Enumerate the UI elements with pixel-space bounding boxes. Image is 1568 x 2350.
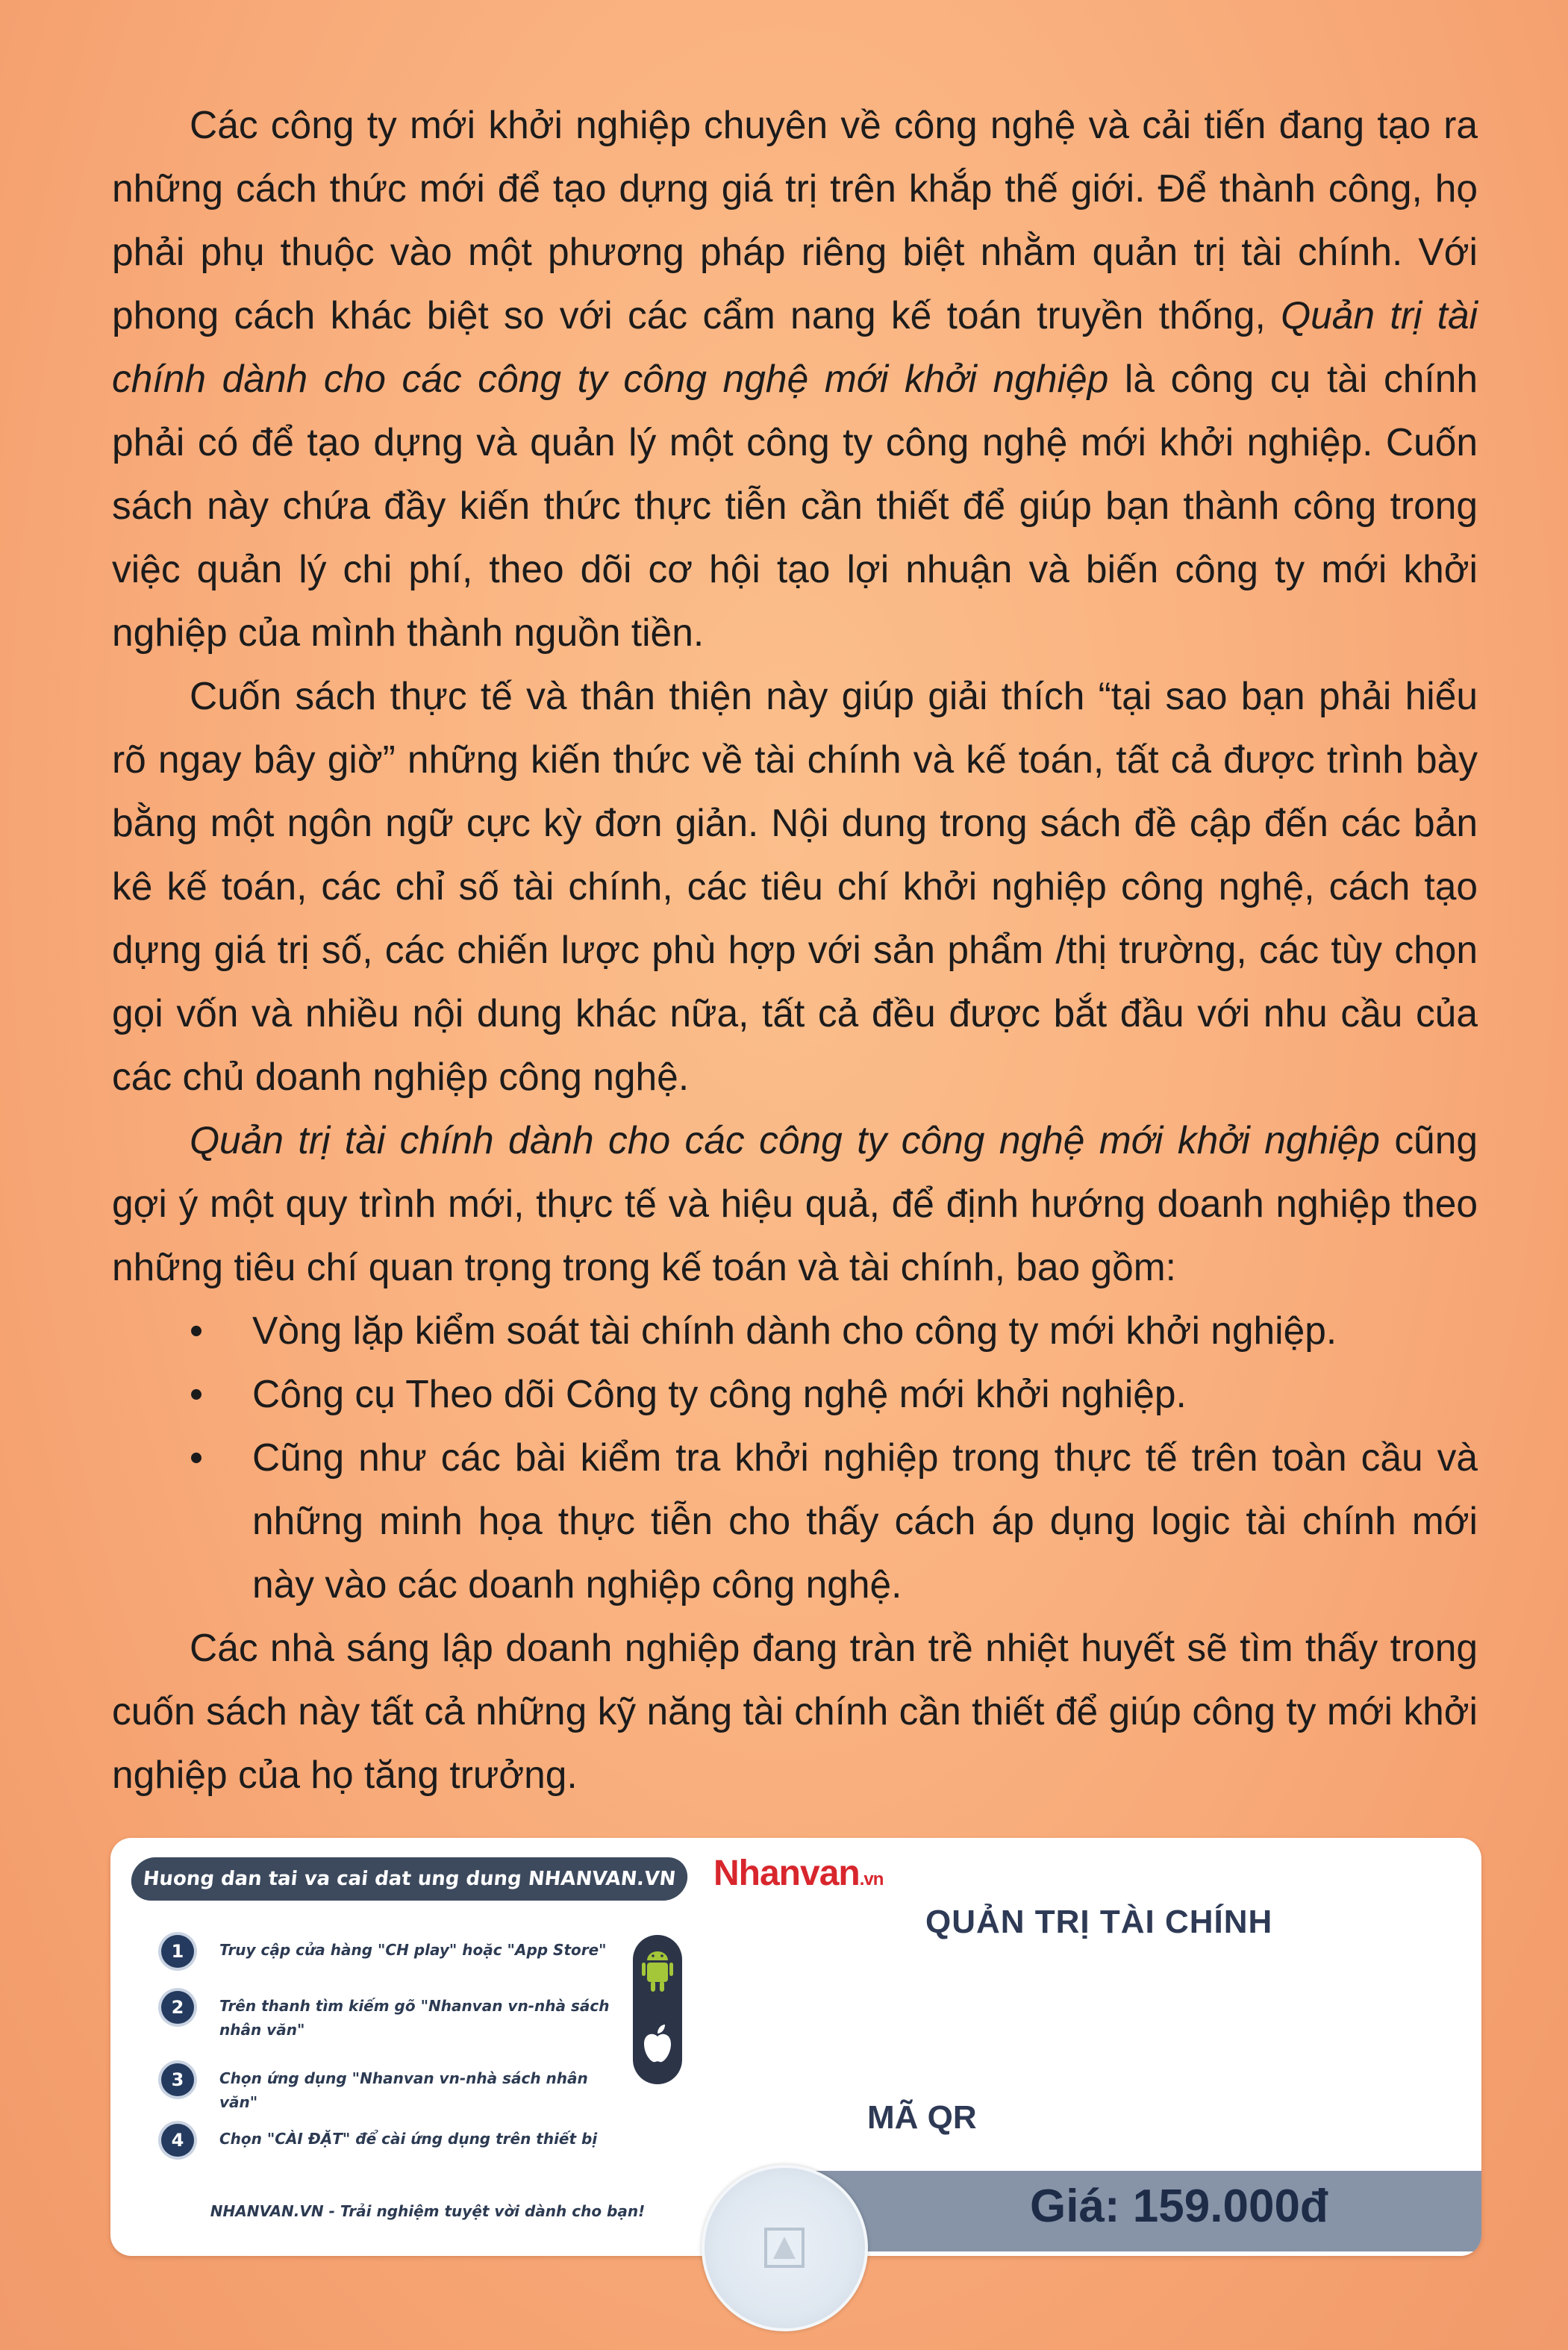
paragraph-1-book-title: Quản trị tài chính dành cho các công ty công nghệ mới khởi nghiệp xyxy=(112,293,1478,400)
step-text: Truy cập cửa hàng "CH play" hoặc "App Store" xyxy=(219,1941,607,1959)
step-number: 1 xyxy=(161,1935,194,1968)
bullet-dot: • xyxy=(190,1436,204,1479)
step-number: 2 xyxy=(161,1991,194,2024)
authenticity-seal xyxy=(702,2165,868,2331)
step-number: 3 xyxy=(161,2063,194,2096)
feature-list xyxy=(112,1299,1478,1616)
seal-logo-icon xyxy=(751,2214,818,2281)
qr-code-label: MÃ QR xyxy=(867,2099,977,2136)
step-text: Chọn "CÀI ĐẶT" để cài ứng dụng trên thiết bị xyxy=(219,2130,598,2148)
feature-list-item xyxy=(112,1426,1478,1616)
guide-header: Huong dan tai va cai dat ung dung NHANVAN.VN xyxy=(129,1857,690,1901)
publisher-logo xyxy=(713,1853,883,1894)
feature-list-item xyxy=(112,1299,1478,1362)
feature-list-item xyxy=(112,1362,1478,1426)
android-icon xyxy=(641,1944,674,1996)
guide-footer: NHANVAN.VN - Trải nghiệm tuyệt vời dành cho bạn! xyxy=(210,2202,646,2220)
bullet-dot: • xyxy=(190,1372,204,1415)
feature-text: Cũng như các bài kiểm tra khởi nghiệp trong thực tế trên toàn cầu và những minh họa thực tiễn cho thấy cách áp dụng logic tài chính mới này vào các doanh nghiệp công nghệ. xyxy=(252,1436,1478,1606)
feature-text: Vòng lặp kiểm soát tài chính dành cho công ty mới khởi nghiệp. xyxy=(252,1309,1337,1352)
bullet-dot: • xyxy=(190,1309,204,1352)
paragraph-3 xyxy=(112,1109,1478,1299)
paragraph-4: Các nhà sáng lập doanh nghiệp đang tràn trề nhiệt huyết sẽ tìm thấy trong cuốn sách này tất cả những kỹ năng tài chính cần thiết để giúp công ty mới khởi nghiệp của họ tăng trưởng. xyxy=(112,1626,1478,1796)
app-store-badges xyxy=(633,1935,682,2084)
paragraph-3-book-title: Quản trị tài chính dành cho các công ty công nghệ mới khởi nghiệp xyxy=(190,1118,1380,1162)
paragraph-1-intro: Các công ty mới khởi nghiệp chuyên về công nghệ và cải tiến đang tạo ra những cách thức mới để tạo dựng giá trị trên khắp thế giới. Để thành công, họ phải phụ thuộc vào một phương pháp riêng biệt nhằm quản trị tài chính. Với phong cách khác biệt so với các cẩm nang kế toán truyền thống, xyxy=(112,103,1478,337)
step-text: Chọn ứng dụng "Nhanvan vn-nhà sách nhân văn" xyxy=(219,2069,588,2111)
book-title: QUẢN TRỊ TÀI CHÍNH xyxy=(925,1904,1273,1940)
apple-icon xyxy=(641,2017,674,2069)
feature-text: Công cụ Theo dõi Công ty công nghệ mới khởi nghiệp. xyxy=(252,1372,1187,1415)
app-install-guide xyxy=(110,1838,700,2256)
step-number: 4 xyxy=(161,2124,194,2157)
paragraph-2: Cuốn sách thực tế và thân thiện này giúp giải thích “tại sao bạn phải hiểu rõ ngay bây giờ” những kiến thức về tài chính và kế toán, tất cả được trình bày bằng một ngôn ngữ cực kỳ đơn giản. Nội dung trong sách đề cập đến các bản kê kế toán, các chỉ số tài chính, các tiêu chí khởi nghiệp công nghệ, cách tạo dựng giá trị số, các chiến lược phù hợp với sản phẩm /thị trường, các tùy chọn gọi vốn và nhiều nội dung khác nữa, tất cả đều được bắt đầu với nhu cầu của các chủ doanh nghiệp công nghệ. xyxy=(112,674,1478,1098)
paragraph-1 xyxy=(112,93,1478,664)
publisher-name: Nhanvan xyxy=(713,1854,860,1893)
price-text: Giá: 159.000đ xyxy=(1030,2181,1328,2232)
publisher-domain: .vn xyxy=(859,1869,884,1889)
paragraph-3-rest: cũng gợi ý một quy trình mới, thực tế và hiệu quả, để định hướng doanh nghiệp theo những tiêu chí quan trọng trong kế toán và tài chính, bao gồm: xyxy=(112,1118,1478,1288)
paragraph-1-rest: là công cụ tài chính phải có để tạo dựng và quản lý một công ty công nghệ mới khởi nghiệp. Cuốn sách này chứa đầy kiến thức thực tiễn cần thiết để giúp bạn thành công trong việc quản lý chi phí, theo dõi cơ hội tạo lợi nhuận và biến công ty mới khởi nghiệp của mình thành nguồn tiền. xyxy=(112,357,1478,654)
back-cover-text xyxy=(112,93,1478,1807)
step-text: Trên thanh tìm kiếm gõ "Nhanvan vn-nhà sách nhân văn" xyxy=(219,1997,610,2039)
